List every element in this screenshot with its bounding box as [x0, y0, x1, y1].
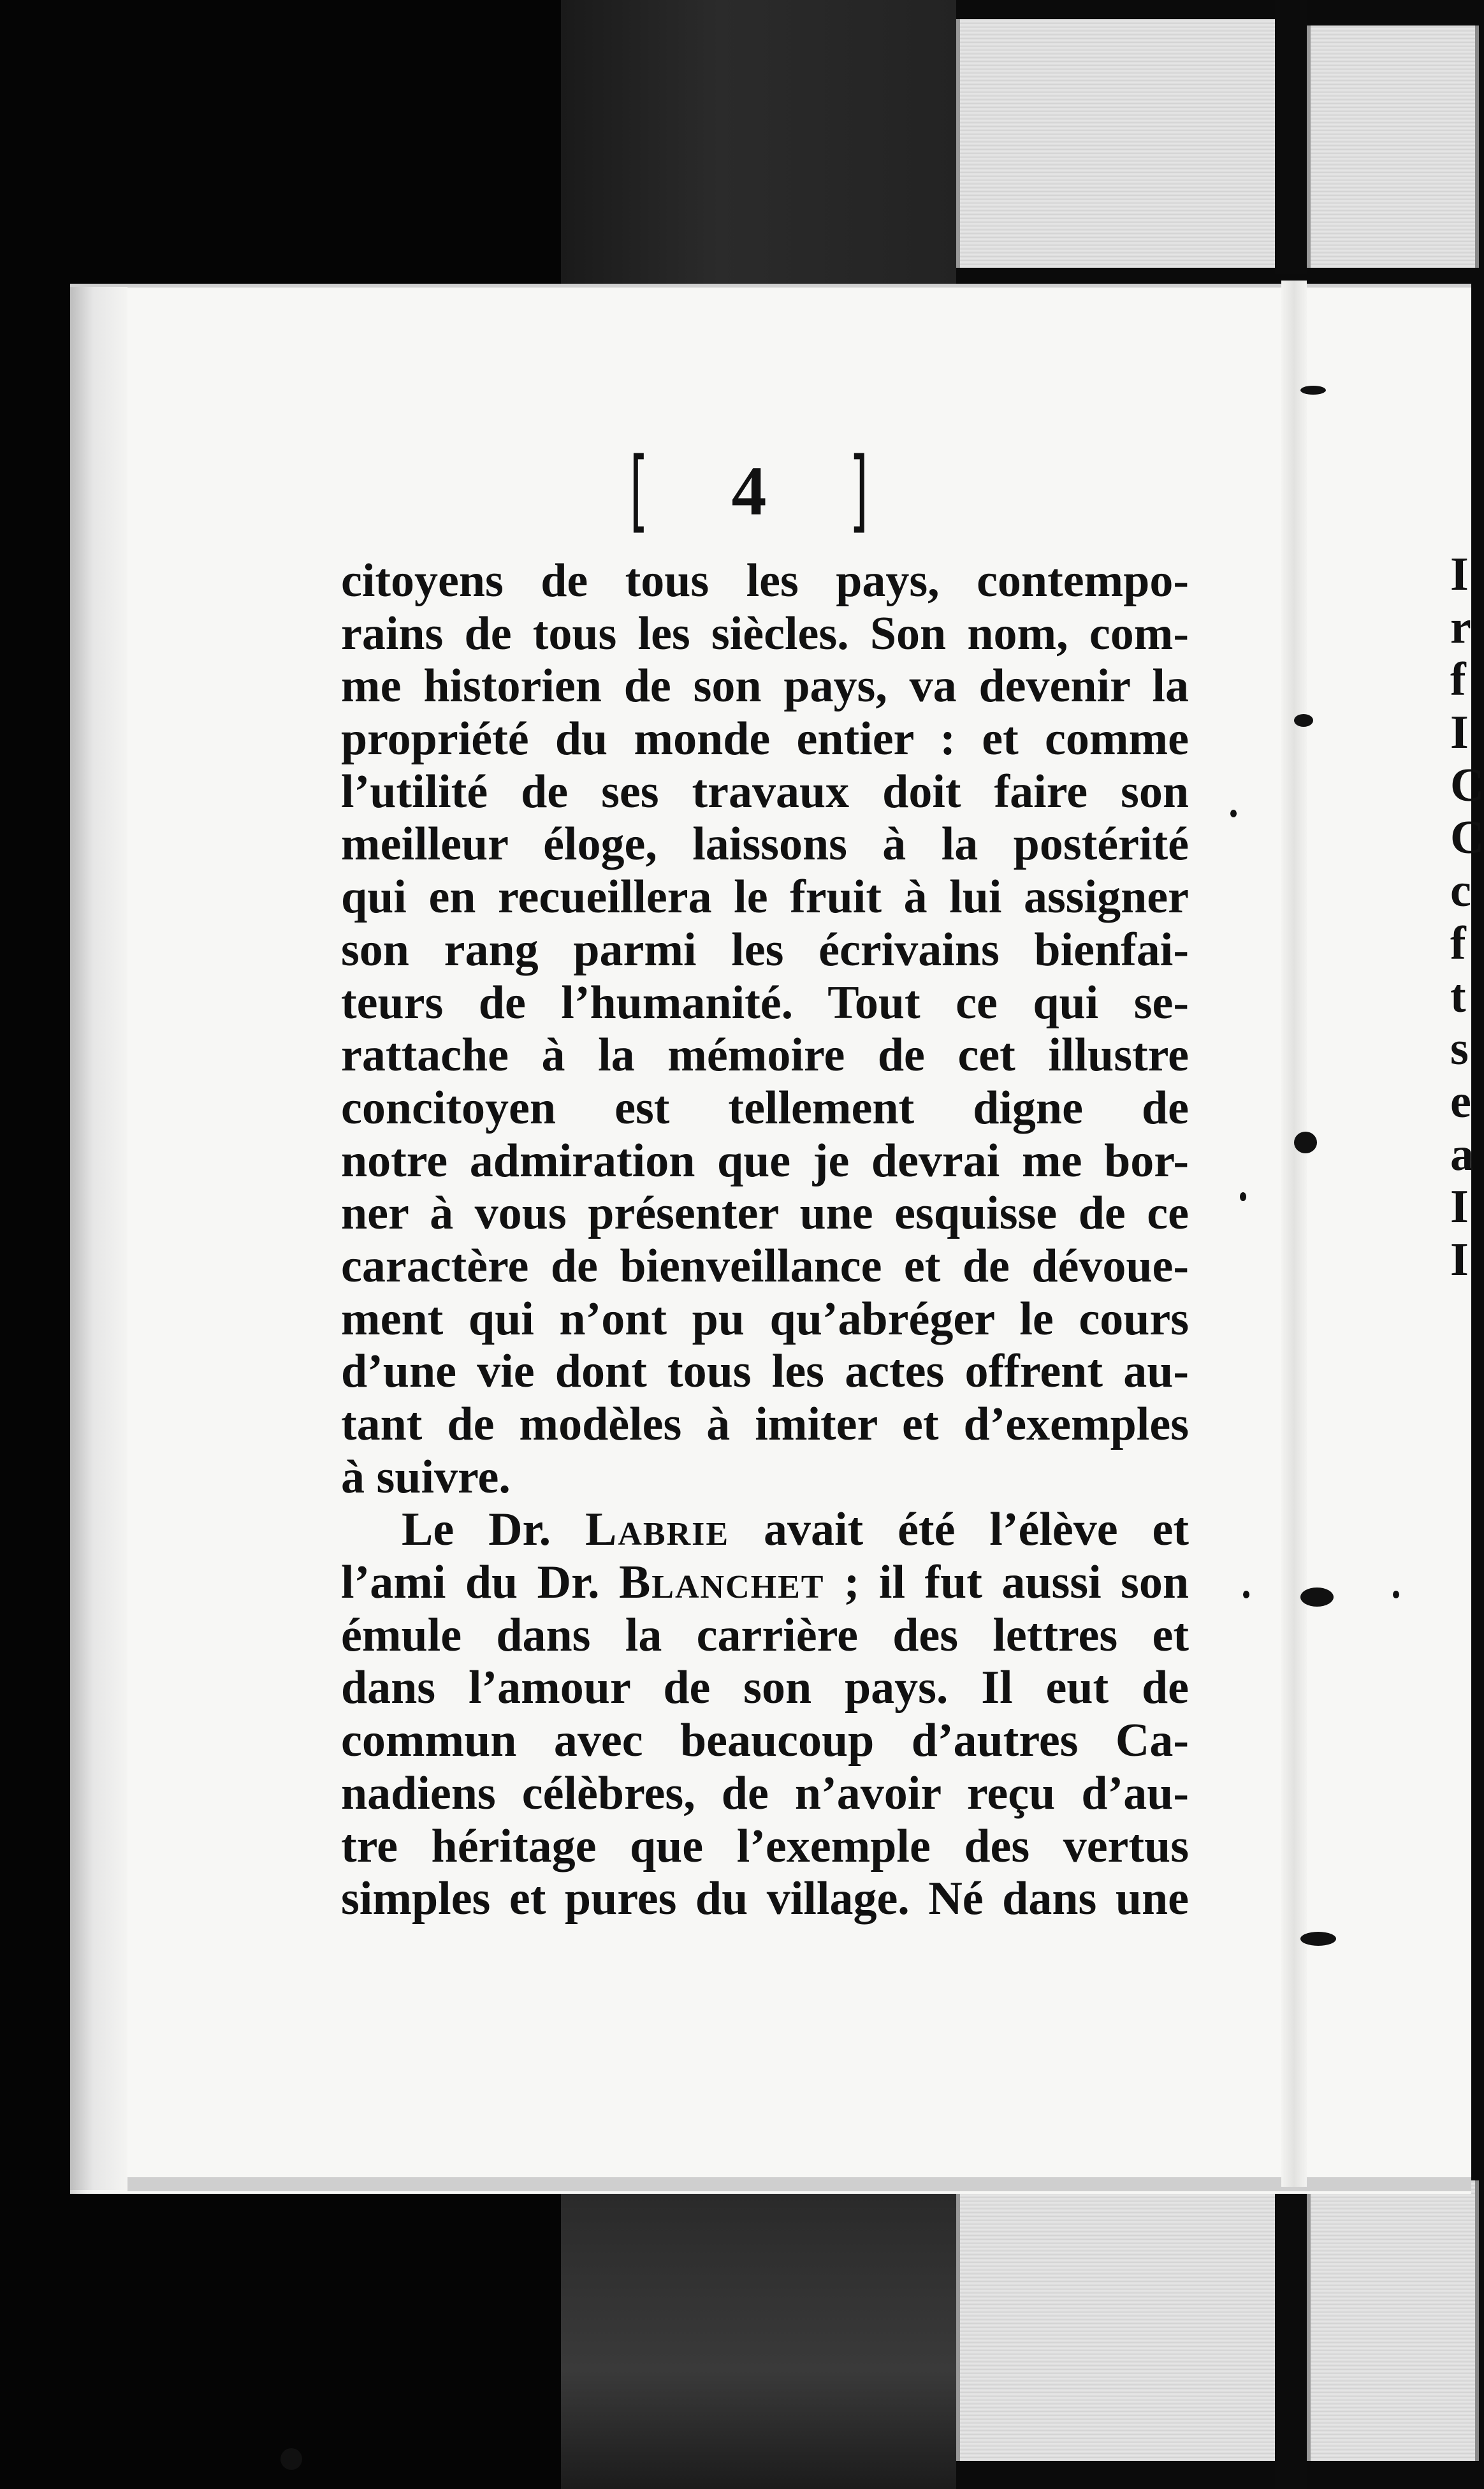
text-line: tre héritage que l’exemple des vertus [341, 1820, 1189, 1872]
text-fragment: l’ami du Dr. [341, 1556, 619, 1609]
text-line: tant de modèles à imiter et d’exemples [341, 1398, 1189, 1450]
text-line: rattache à la mémoire de cet illustre [341, 1029, 1189, 1082]
text-line: propriété du monde entier : et comme [341, 713, 1189, 766]
text-line: meilleur éloge, laissons à la postérité [341, 818, 1189, 871]
paragraph-2-line-1 [341, 1503, 1189, 1556]
clamp-strip-bottom-right [1307, 2180, 1479, 2461]
text-line: notre admiration que je devrai me bor- [341, 1134, 1189, 1187]
fragment-letter: I [1450, 548, 1469, 601]
text-fragment: avait été l’élève et [729, 1503, 1189, 1556]
book-gutter [1281, 281, 1307, 2187]
page-left-edge [70, 287, 127, 2190]
text-fragment: Le Dr. [402, 1503, 585, 1556]
dust-speck [1300, 1588, 1334, 1607]
name-blanchet: Blanchet [618, 1556, 825, 1609]
page-number: 4 [731, 451, 767, 530]
page-number-header [622, 439, 877, 543]
dust-speck [1230, 810, 1237, 817]
text-line: citoyens de tous les pays, contempo- [341, 555, 1189, 607]
text-line: nadiens célèbres, de n’avoir reçu d’au- [341, 1767, 1189, 1820]
text-line: concitoyen est tellement digne de [341, 1081, 1189, 1134]
paragraph-2-line-2 [341, 1556, 1189, 1609]
text-line: ner à vous présenter une esquisse de ce [341, 1187, 1189, 1240]
fragment-letter: f [1450, 917, 1466, 970]
fragment-letter: s [1450, 1023, 1469, 1076]
fragment-letter: I [1450, 1233, 1469, 1286]
dust-speck [1300, 386, 1326, 395]
text-line: ment qui n’ont pu qu’abréger le cours [341, 1292, 1189, 1345]
text-line: qui en recueillera le fruit à lui assigner [341, 871, 1189, 924]
fragment-letter: t [1450, 970, 1466, 1023]
clamp-strip-top-right [1307, 26, 1479, 268]
fragment-letter: C [1450, 812, 1484, 865]
text-line: commun avec beaucoup d’autres Ca- [341, 1714, 1189, 1767]
dust-speck [280, 2448, 302, 2470]
clamp-strip-top-left [956, 19, 1283, 268]
text-line: rains de tous les siècles. Son nom, com- [341, 607, 1189, 660]
fragment-letter: I [1450, 706, 1469, 759]
text-line: l’utilité de ses travaux doit faire son [341, 765, 1189, 818]
body-text [341, 555, 1189, 1925]
text-line: simples et pures du village. Né dans une [341, 1872, 1189, 1925]
fragment-letter: a [1450, 1128, 1474, 1181]
fragment-letter: c [1450, 865, 1471, 917]
clamp-gap-bottom [1275, 2168, 1307, 2489]
fragment-letter: r [1450, 601, 1471, 653]
page-number-open-bracket: [ [629, 439, 649, 543]
name-labrie: Labrie [585, 1503, 730, 1556]
text-line: me historien de son pays, va devenir la [341, 660, 1189, 713]
facing-page-fragment [1450, 548, 1484, 1287]
fragment-letter: f [1450, 653, 1466, 706]
dust-speck [1294, 1132, 1317, 1153]
text-line: émule dans la carrière des lettres et [341, 1609, 1189, 1661]
dust-speck [1240, 1192, 1246, 1201]
page-number-close-bracket: ] [849, 439, 869, 543]
dust-speck [1243, 1591, 1249, 1598]
clamp-strip-bottom-left [956, 2180, 1283, 2461]
text-line: à suivre. [341, 1450, 511, 1503]
dust-speck [1393, 1591, 1399, 1598]
dust-speck [1300, 1932, 1336, 1946]
text-fragment: ; il fut aussi son [824, 1556, 1189, 1609]
fragment-letter: I [1450, 1181, 1469, 1234]
text-line: d’une vie dont tous les actes offrent au- [341, 1345, 1189, 1398]
text-line: son rang parmi les écrivains bienfai- [341, 923, 1189, 976]
dust-speck [1294, 714, 1313, 727]
clamp-gap-top [1275, 0, 1307, 274]
text-line: caractère de bienveillance et de dévoue- [341, 1239, 1189, 1292]
text-line: teurs de l’humanité. Tout ce qui se- [341, 976, 1189, 1029]
scan-background-bottom [561, 2193, 956, 2489]
page-bottom-edge [127, 2177, 1471, 2191]
fragment-letter: e [1450, 1075, 1471, 1128]
fragment-letter: C [1450, 759, 1484, 812]
text-line: dans l’amour de son pays. Il eut de [341, 1661, 1189, 1714]
